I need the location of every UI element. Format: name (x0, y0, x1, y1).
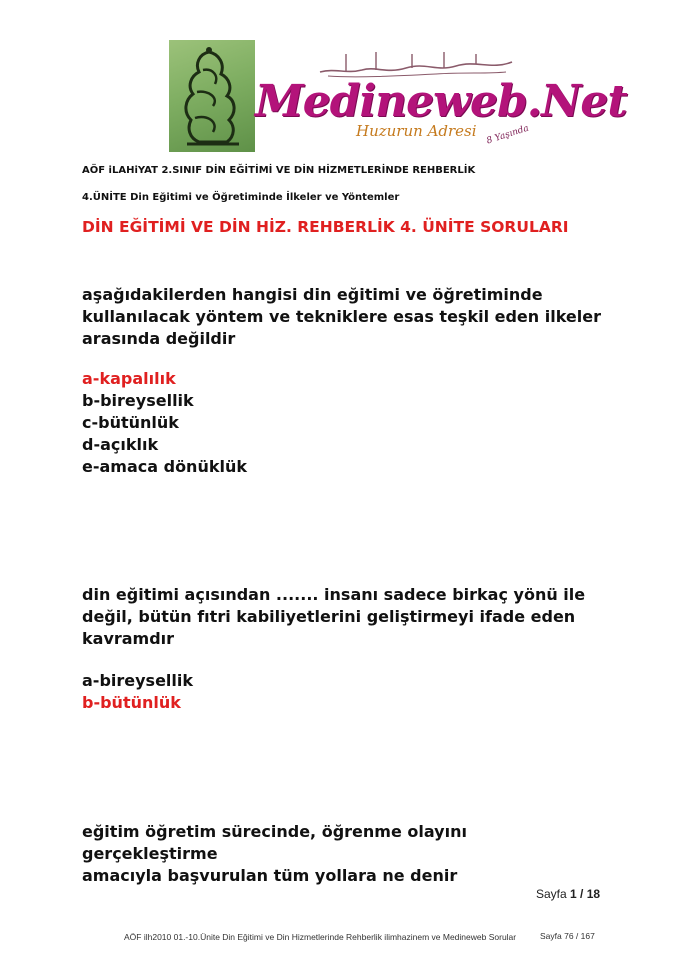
question-1-option-a: a-kapalılık (82, 369, 176, 388)
question-1-option-c: c-bütünlük (82, 413, 179, 432)
source-page-number: Sayfa 76 / 167 (540, 931, 595, 941)
question-2-option-a: a-bireysellik (82, 671, 194, 690)
question-2-text: din eğitimi açısından ....... insanı sadece birkaç yönü ile değil, bütün fıtri kabiliyetlerini geliştirmeyi ifade eden kavramdır (82, 585, 586, 648)
question-2-option-b: b-bütünlük (82, 693, 181, 712)
question-1-option-e: e-amaca dönüklük (82, 457, 247, 476)
page-title: DİN EĞİTİMİ VE DİN HİZ. REHBERLİK 4. ÜNİTE SORULARI (82, 218, 569, 236)
unit-header: 4.ÜNİTE Din Eğitimi ve Öğretiminde İlkeler ve Yöntemler (82, 192, 400, 203)
question-1-option-b: b-bireysellik (82, 391, 194, 410)
brand-years: 8 Yaşında (485, 123, 531, 147)
source-footer: AÖF ilh2010 01.-10.Ünite Din Eğitimi ve Din Hizmetlerinde Rehberlik ilimhazinem ve Medineweb Sorular (124, 932, 517, 942)
page-number: Sayfa 1 / 18 (536, 887, 601, 901)
brand-tagline: Huzurun Adresi (356, 122, 477, 140)
question-1-text: aşağıdakilerden hangisi din eğitimi ve öğretiminde kullanılacak yöntem ve tekniklere esas teşkil eden ilkeler arasında değildir (82, 285, 601, 348)
question-3-text: eğitim öğretim sürecinde, öğrenme olayını gerçekleştirme amacıyla başvurulan tüm yollara ne denir (82, 822, 467, 885)
logo-calligraphy-image (169, 40, 255, 152)
course-header: AÖF iLAHiYAT 2.SINIF DİN EĞİTİMİ VE DİN HİZMETLERİNDE REHBERLİK (82, 165, 476, 176)
question-1-option-d: d-açıklık (82, 435, 159, 454)
brand-title: Medineweb.Net (255, 76, 627, 127)
